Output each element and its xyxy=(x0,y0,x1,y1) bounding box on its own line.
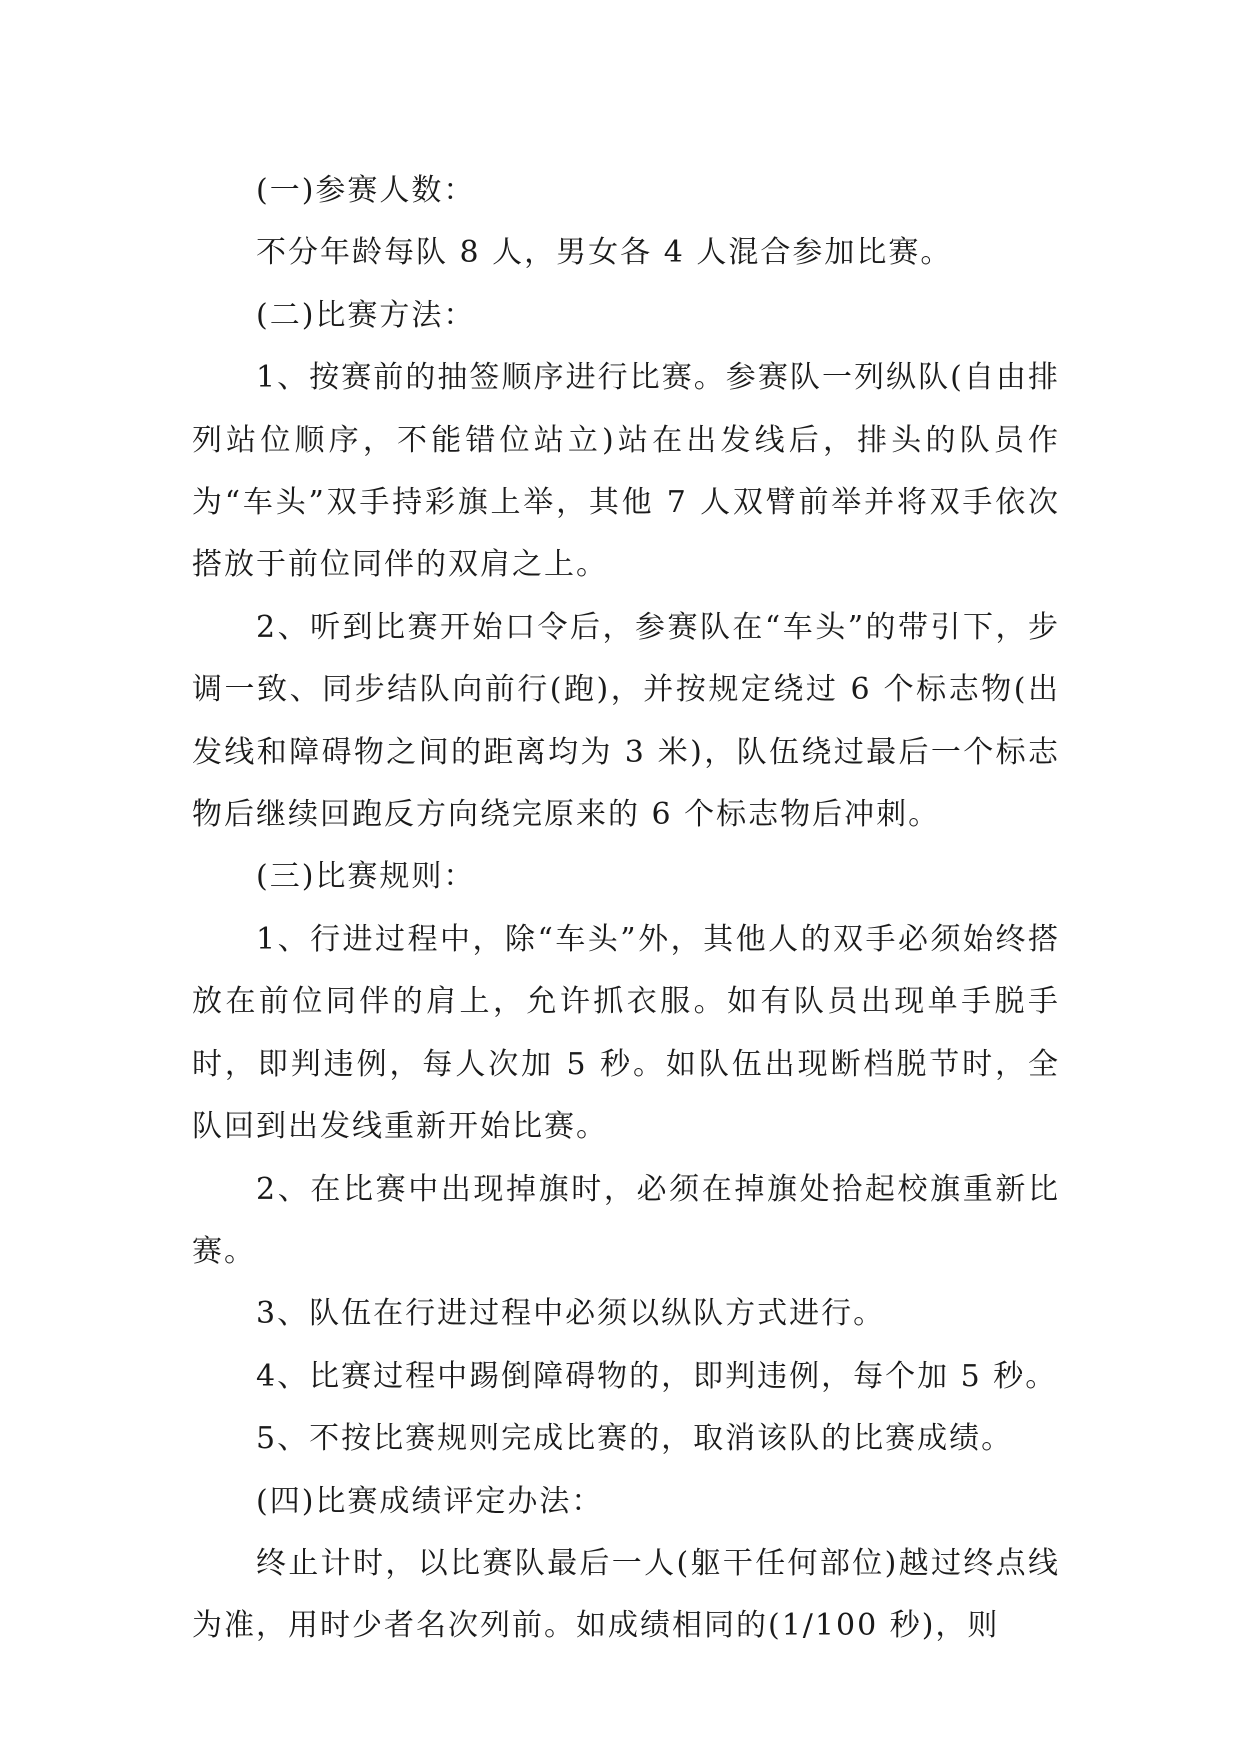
paragraph-rule-2: 2、在比赛中出现掉旗时，必须在掉旗处拾起校旗重新比赛。 xyxy=(192,1171,1060,1269)
paragraph-rule-5: 5、不按比赛规则完成比赛的，取消该队的比赛成绩。 xyxy=(256,1421,1014,1457)
paragraph-rule-4: 4、比赛过程中踢倒障碍物的，即判违例，每个加 5 秒。 xyxy=(256,1358,1058,1394)
paragraph-scoring: 终止计时，以比赛队最后一人(躯干任何部位)越过终点线为准，用时少者名次列前。如成绩相同的(1/100 秒)，则 xyxy=(192,1545,1060,1644)
paragraph-team-size: 不分年龄每队 8 人，男女各 4 人混合参加比赛。 xyxy=(256,235,953,271)
section-heading-rules: (三)比赛规则： xyxy=(256,859,476,895)
section-heading-method: (二)比赛方法： xyxy=(256,297,476,333)
paragraph-method-2: 2、听到比赛开始口令后，参赛队在“车头”的带引下，步调一致、同步结队向前行(跑)，并按规定绕过 6 个标志物(出发线和障碍物之间的距离均为 3 米)，队伍绕过最后一个标志物后继续回跑反方向绕完原来的 6 个标志物后冲刺。 xyxy=(192,609,1060,833)
paragraph-rule-1: 1、行进过程中，除“车头”外，其他人的双手必须始终搭放在前位同伴的肩上，允许抓衣服。如有队员出现单手脱手时，即判违例，每人次加 5 秒。如队伍出现断档脱节时，全队回到出发线重新开始比赛。 xyxy=(192,921,1060,1145)
paragraph-rule-3: 3、队伍在行进过程中必须以纵队方式进行。 xyxy=(256,1296,886,1332)
paragraph-method-1: 1、按赛前的抽签顺序进行比赛。参赛队一列纵队(自由排列站位顺序，不能错位站立)站在出发线后，排头的队员作为“车头”双手持彩旗上举，其他 7 人双臂前举并将双手依次搭放于前位同伴的双肩之上。 xyxy=(192,360,1060,583)
document-body xyxy=(192,160,1060,1658)
section-heading-participants: (一)参赛人数： xyxy=(256,173,476,208)
section-heading-scoring: (四)比赛成绩评定办法： xyxy=(256,1483,604,1519)
